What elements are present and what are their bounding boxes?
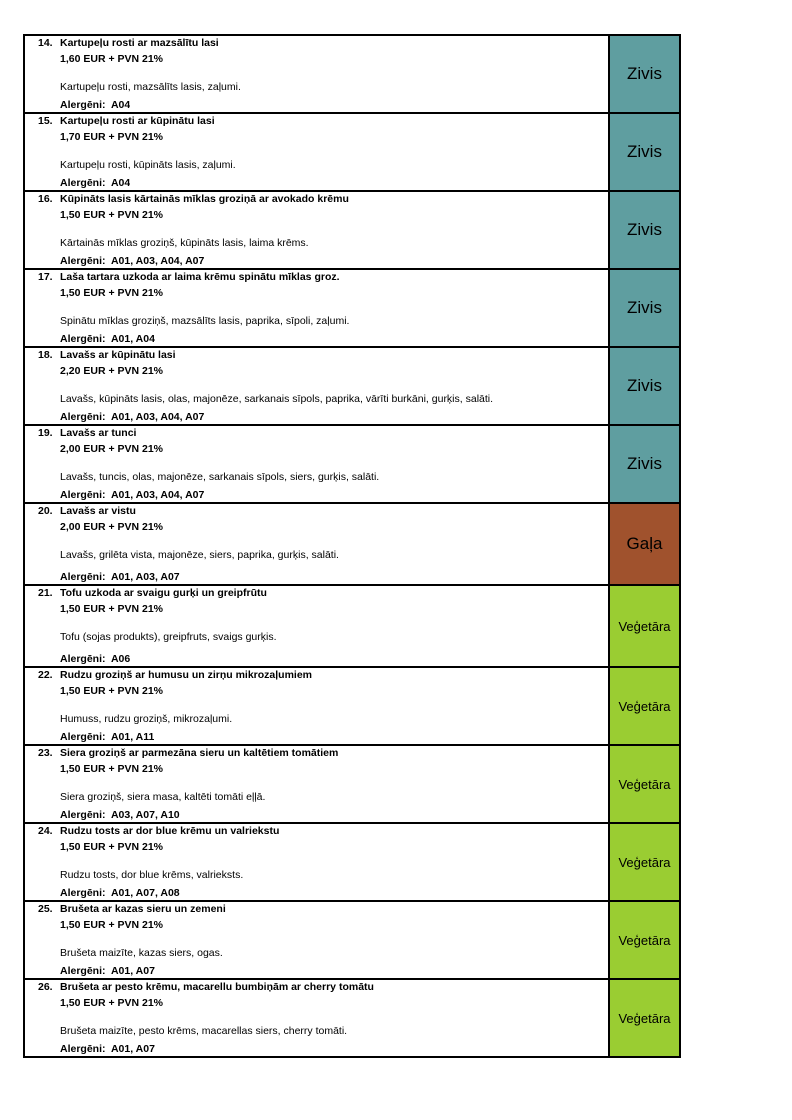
- item-title: [25, 980, 608, 996]
- menu-item-row: [24, 823, 680, 901]
- allergens-codes: A01, A03, A04, A07: [110, 254, 205, 267]
- item-allergens: [25, 570, 180, 586]
- item-title: [25, 36, 608, 52]
- item-details: [24, 745, 609, 823]
- item-number: 22.: [38, 669, 53, 681]
- item-allergens: [25, 808, 180, 824]
- item-allergens: [25, 176, 130, 192]
- category-badge: Gaļa: [609, 503, 680, 585]
- allergens-codes: A04: [110, 98, 131, 111]
- menu-item-row: [24, 585, 680, 667]
- menu-item-row: [24, 35, 680, 113]
- item-price: 1,50 EUR + PVN 21%: [60, 996, 164, 1009]
- item-number: 20.: [38, 505, 53, 517]
- menu-item-row: [24, 901, 680, 979]
- item-number: 14.: [38, 37, 53, 49]
- item-name: Kartupeļu rosti ar kūpinātu lasi: [60, 115, 215, 127]
- item-name: Siera groziņš ar parmezāna sieru un kaltētiem tomātiem: [60, 747, 339, 759]
- item-title: [25, 586, 608, 602]
- item-title: [25, 270, 608, 286]
- item-title: [25, 824, 608, 840]
- item-title: [25, 902, 608, 918]
- item-details: [24, 425, 609, 503]
- item-number: 21.: [38, 587, 53, 599]
- item-allergens: [25, 730, 154, 746]
- menu-item-row: [24, 425, 680, 503]
- item-description: Lavašs, grilēta vista, majonēze, siers, paprika, gurķis, salāti.: [60, 549, 339, 561]
- item-description: Kartupeļu rosti, kūpināts lasis, zaļumi.: [60, 159, 236, 171]
- allergens-codes: A03, A07, A10: [110, 808, 180, 821]
- menu-body: [24, 35, 680, 1057]
- item-title: [25, 746, 608, 762]
- menu-item-row: [24, 347, 680, 425]
- menu-item-row: [24, 269, 680, 347]
- item-details: [24, 113, 609, 191]
- category-badge: Zivis: [609, 191, 680, 269]
- item-name: Kūpināts lasis kārtainās mīklas groziņā ar avokado krēmu: [60, 193, 349, 205]
- item-description: Tofu (sojas produkts), greipfruts, svaigs gurķis.: [60, 631, 277, 643]
- category-badge: Veģetāra: [609, 901, 680, 979]
- item-description: Siera groziņš, siera masa, kaltēti tomāti eļļā.: [60, 791, 266, 803]
- menu-item-row: [24, 667, 680, 745]
- allergens-codes: A04: [110, 176, 131, 189]
- item-number: 18.: [38, 349, 53, 361]
- category-badge: Veģetāra: [609, 745, 680, 823]
- item-description: Lavašs, tuncis, olas, majonēze, sarkanais sīpols, siers, gurķis, salāti.: [60, 471, 380, 483]
- item-name: Lavašs ar tunci: [60, 427, 137, 439]
- item-price: 1,70 EUR + PVN 21%: [60, 130, 164, 143]
- item-title: [25, 668, 608, 684]
- allergens-codes: A01, A11: [110, 730, 155, 743]
- item-name: Lavašs ar kūpinātu lasi: [60, 349, 176, 361]
- allergens-label: Alergēni:: [60, 176, 106, 189]
- item-details: [24, 901, 609, 979]
- item-name: Rudzu groziņš ar humusu un zirņu mikrozaļumiem: [60, 669, 313, 681]
- item-details: [24, 191, 609, 269]
- item-description: Brušeta maizīte, kazas siers, ogas.: [60, 947, 223, 959]
- allergens-label: Alergēni:: [60, 570, 106, 583]
- item-allergens: [25, 410, 204, 426]
- menu-item-row: [24, 503, 680, 585]
- item-price: 1,50 EUR + PVN 21%: [60, 762, 164, 775]
- item-price: 2,00 EUR + PVN 21%: [60, 442, 164, 455]
- item-number: 19.: [38, 427, 53, 439]
- item-number: 24.: [38, 825, 53, 837]
- item-title: [25, 348, 608, 364]
- allergens-codes: A06: [110, 652, 131, 665]
- item-details: [24, 503, 609, 585]
- item-name: Tofu uzkoda ar svaigu gurķi un greipfrūtu: [60, 587, 267, 599]
- item-number: 25.: [38, 903, 53, 915]
- menu-item-row: [24, 113, 680, 191]
- allergens-label: Alergēni:: [60, 730, 106, 743]
- allergens-label: Alergēni:: [60, 886, 106, 899]
- item-name: Rudzu tosts ar dor blue krēmu un valriekstu: [60, 825, 280, 837]
- item-details: [24, 979, 609, 1057]
- item-description: Kartupeļu rosti, mazsālīts lasis, zaļumi.: [60, 81, 241, 93]
- item-price: 1,50 EUR + PVN 21%: [60, 918, 164, 931]
- item-details: [24, 585, 609, 667]
- allergens-label: Alergēni:: [60, 1042, 106, 1055]
- category-badge: Veģetāra: [609, 823, 680, 901]
- item-allergens: [25, 964, 155, 980]
- item-allergens: [25, 488, 204, 504]
- allergens-label: Alergēni:: [60, 964, 106, 977]
- item-allergens: [25, 652, 130, 668]
- item-price: 1,50 EUR + PVN 21%: [60, 208, 164, 221]
- allergens-label: Alergēni:: [60, 652, 106, 665]
- item-details: [24, 823, 609, 901]
- allergens-codes: A01, A07: [110, 964, 155, 977]
- category-badge: Veģetāra: [609, 585, 680, 667]
- allergens-codes: A01, A03, A04, A07: [110, 410, 205, 423]
- category-badge: Zivis: [609, 35, 680, 113]
- category-badge: Zivis: [609, 347, 680, 425]
- item-name: Lavašs ar vistu: [60, 505, 136, 517]
- item-price: 1,50 EUR + PVN 21%: [60, 840, 164, 853]
- item-details: [24, 269, 609, 347]
- category-badge: Veģetāra: [609, 979, 680, 1057]
- item-name: Brušeta ar kazas sieru un zemeni: [60, 903, 226, 915]
- item-number: 26.: [38, 981, 53, 993]
- allergens-codes: A01, A07: [110, 1042, 155, 1055]
- item-description: Spinātu mīklas groziņš, mazsālīts lasis, paprika, sīpoli, zaļumi.: [60, 315, 350, 327]
- item-description: Brušeta maizīte, pesto krēms, macarellas siers, cherry tomāti.: [60, 1025, 348, 1037]
- item-description: Rudzu tosts, dor blue krēms, valrieksts.: [60, 869, 244, 881]
- item-price: 2,20 EUR + PVN 21%: [60, 364, 164, 377]
- allergens-label: Alergēni:: [60, 410, 106, 423]
- item-number: 16.: [38, 193, 53, 205]
- item-details: [24, 667, 609, 745]
- item-price: 1,60 EUR + PVN 21%: [60, 52, 164, 65]
- menu-item-row: [24, 745, 680, 823]
- item-title: [25, 426, 608, 442]
- item-details: [24, 347, 609, 425]
- item-title: [25, 192, 608, 208]
- item-price: 2,00 EUR + PVN 21%: [60, 520, 164, 533]
- item-price: 1,50 EUR + PVN 21%: [60, 684, 164, 697]
- allergens-codes: A01, A07, A08: [110, 886, 180, 899]
- allergens-label: Alergēni:: [60, 332, 106, 345]
- item-name: Brušeta ar pesto krēmu, macarellu bumbiņām ar cherry tomātu: [60, 981, 374, 993]
- allergens-label: Alergēni:: [60, 488, 106, 501]
- allergens-codes: A01, A03, A07: [110, 570, 180, 583]
- item-title: [25, 114, 608, 130]
- item-price: 1,50 EUR + PVN 21%: [60, 602, 164, 615]
- category-badge: Zivis: [609, 425, 680, 503]
- allergens-codes: A01, A04: [110, 332, 155, 345]
- menu-item-row: [24, 979, 680, 1057]
- item-details: [24, 35, 609, 113]
- item-price: 1,50 EUR + PVN 21%: [60, 286, 164, 299]
- item-description: Lavašs, kūpināts lasis, olas, majonēze, sarkanais sīpols, paprika, vārīti burkāni, gurķis, salāti.: [60, 393, 494, 405]
- allergens-label: Alergēni:: [60, 808, 106, 821]
- item-allergens: [25, 332, 155, 348]
- allergens-label: Alergēni:: [60, 254, 106, 267]
- item-number: 23.: [38, 747, 53, 759]
- category-badge: Zivis: [609, 113, 680, 191]
- allergens-label: Alergēni:: [60, 98, 106, 111]
- item-allergens: [25, 98, 130, 114]
- item-allergens: [25, 886, 180, 902]
- item-number: 15.: [38, 115, 53, 127]
- item-name: Laša tartara uzkoda ar laima krēmu spinātu mīklas groz.: [60, 271, 340, 283]
- menu-table: [23, 34, 681, 1058]
- allergens-codes: A01, A03, A04, A07: [110, 488, 205, 501]
- category-badge: Veģetāra: [609, 667, 680, 745]
- item-number: 17.: [38, 271, 53, 283]
- category-badge: Zivis: [609, 269, 680, 347]
- item-allergens: [25, 1042, 155, 1058]
- item-name: Kartupeļu rosti ar mazsālītu lasi: [60, 37, 219, 49]
- item-description: Humuss, rudzu groziņš, mikrozaļumi.: [60, 713, 233, 725]
- item-title: [25, 504, 608, 520]
- item-description: Kārtainās mīklas groziņš, kūpināts lasis, laima krēms.: [60, 237, 309, 249]
- menu-item-row: [24, 191, 680, 269]
- item-allergens: [25, 254, 204, 270]
